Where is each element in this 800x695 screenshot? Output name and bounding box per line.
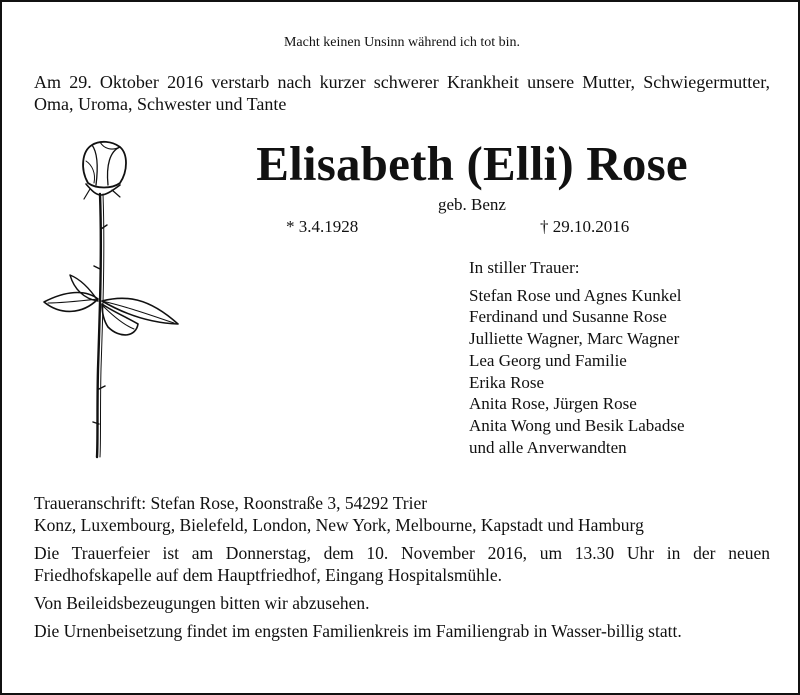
death-date: † 29.10.2016 — [540, 217, 630, 236]
motto: Macht keinen Unsinn während ich tot bin. — [283, 35, 520, 50]
mourner: Lea Georg und Familie — [469, 350, 627, 370]
mourner: und alle Anverwandten — [469, 437, 627, 457]
mourner: Anita Rose, Jürgen Rose — [469, 394, 637, 414]
maiden-name: geb. Benz — [438, 195, 506, 214]
mourners-list — [469, 257, 789, 458]
locations: Konz, Luxembourg, Bielefeld, London, New York, Melbourne, Kapstadt und Hamburg — [34, 515, 644, 535]
burial-info: Die Urnenbeisetzung findet im engsten Familienkreis im Familiengrab in Wasser-billig statt. — [34, 621, 682, 641]
deceased-name: Elisabeth (Elli) Rose — [256, 136, 688, 191]
mourner: Stefan Rose und Agnes Kunkel — [469, 285, 682, 305]
condolence-note: Von Beileidsbezeugungen bitten wir abzusehen. — [34, 593, 370, 613]
rose-illustration — [40, 139, 185, 464]
birth-date: * 3.4.1928 — [286, 217, 359, 236]
mourning-address: Traueranschrift: Stefan Rose, Roonstraße 3, 54292 Trier — [34, 493, 428, 513]
footer-info — [34, 492, 770, 642]
intro-text: Am 29. Oktober 2016 verstarb nach kurzer schwerer Krankheit unsere Mutter, Schwiegermutter, Oma, Uroma, Schwester und Tante — [34, 72, 770, 114]
mourner: Anita Wong und Besik Labadse — [469, 415, 685, 435]
ceremony-info: Die Trauerfeier ist am Donnerstag, dem 10. November 2016, um 13.30 Uhr in der neuen Friedhofskapelle auf dem Hauptfriedhof, Eingang Hospitalsmühle. — [34, 543, 770, 585]
mourner: Ferdinand und Susanne Rose — [469, 307, 667, 327]
mourner: Erika Rose — [469, 372, 545, 392]
mourner: Julliette Wagner, Marc Wagner — [469, 329, 680, 349]
mourning-heading: In stiller Trauer: — [469, 258, 580, 277]
